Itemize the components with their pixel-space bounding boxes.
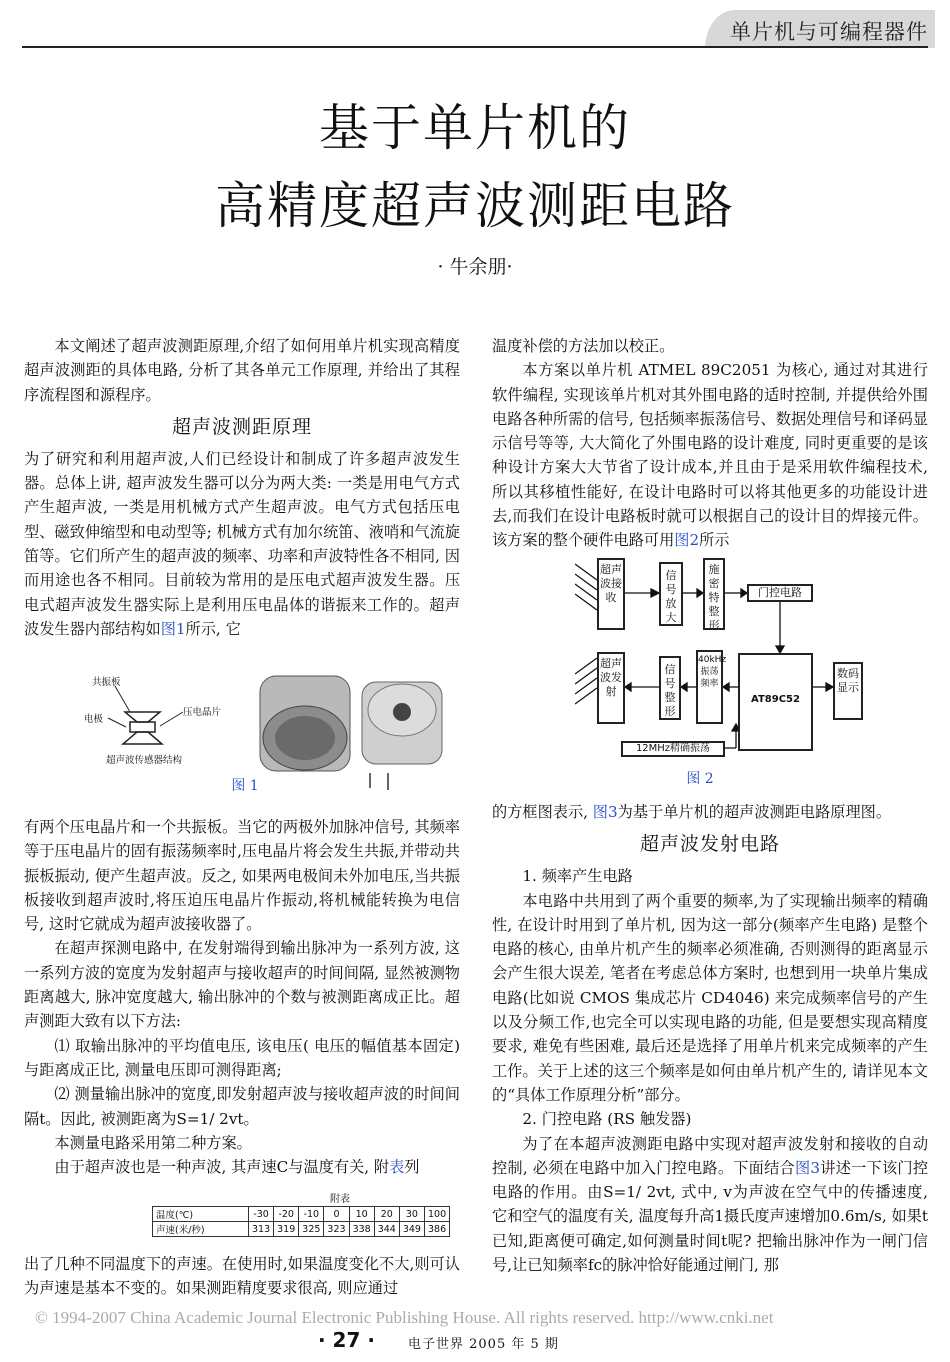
block-amplify: 信号放大 bbox=[659, 562, 683, 626]
intro: 本文阐述了超声波测距原理,介绍了如何用单片机实现高精度超声波测距的具体电路, 分析了其各单元工作原理, 并给出了其程序流程图和源程序。 bbox=[24, 337, 460, 404]
right-column-bottom bbox=[492, 800, 928, 1277]
paragraph-end: 讲述一下该门控电路的作用。由S=1/ 2vt, 式中, v为声波在空气中的传播速度, 它和空气的温度有关, 温度每升高1摄氏度声速增加0.6m/s, 如果t已知,距离便可确定,如何测量时间t呢? 把输出脉冲作为一闸门信号,让已知频率fc的脉冲恰好能通过闸门, 那 bbox=[492, 1158, 929, 1275]
block-crystal: 12MHz精确振荡 bbox=[621, 741, 725, 757]
paragraph: 本方案以单片机 ATMEL 89C2051 为核心, 通过对其进行软件编程, 实现该单片机对其外围电路的适时控制, 并提供给外围电路各种所需的信号, 包括频率振荡信号、数据处理信号和译码显示信号等等, 大大简化了外围电路的设计难度, 同时更重要的是该种设计方案大大节省了设计成本,并且由于是采用软件编程技术, 所以其移植性能好, 在设计电路时可以将其他更多的功能设计进去,而我们在设计电路板时就可以根据自己的设计目的焊接元件。该方案的整个硬件电路可用 bbox=[492, 361, 928, 550]
subheading: 1. 频率产生电路 bbox=[522, 867, 633, 886]
fig1-label-plate: 共振板 bbox=[92, 677, 121, 688]
table-ref[interactable]: 表 bbox=[389, 1158, 405, 1177]
title-line2: 高精度超声波测距电路 bbox=[215, 177, 735, 235]
table-cell: 319 bbox=[274, 1222, 299, 1237]
block-transmit: 超声波发射 bbox=[597, 652, 625, 724]
paragraph-end: 为基于单片机的超声波测距电路原理图。 bbox=[617, 803, 892, 821]
paragraph: ⑵ 测量输出脉冲的宽度,即发射超声波与接收超声波的时间间隔t。因此, 被测距离为S=1/ 2vt。 bbox=[24, 1085, 460, 1128]
block-mcu: AT89C52 bbox=[738, 653, 813, 751]
table-cell: 349 bbox=[399, 1222, 424, 1237]
block-gate: 门控电路 bbox=[747, 584, 813, 602]
table-cell: 100 bbox=[424, 1207, 449, 1222]
figure-ref[interactable]: 图2 bbox=[674, 531, 700, 550]
table-row-label: 温度(℃) bbox=[153, 1207, 249, 1222]
table-cell: 20 bbox=[374, 1207, 399, 1222]
block-shaping: 信号整形 bbox=[659, 656, 681, 720]
table-cell: 325 bbox=[299, 1222, 324, 1237]
paragraph: 为了在本超声波测距电路中实现对超声波发射和接收的自动控制, 必须在电路中加入门控电路。下面结合 bbox=[492, 1134, 928, 1177]
block-schmitt: 施密特整形 bbox=[703, 558, 725, 630]
paragraph: 由于超声波也是一种声波, 其声速C与温度有关, 附 bbox=[54, 1158, 390, 1177]
right-column-top bbox=[492, 334, 928, 553]
subheading: 2. 门控电路 (RS 触发器) bbox=[522, 1110, 692, 1129]
table-cell: 10 bbox=[349, 1207, 374, 1222]
paragraph: ⑴ 取输出脉冲的平均值电压, 该电压( 电压的幅值基本固定) 与距离成正比, 测量电压即可测得距离; bbox=[24, 1036, 460, 1079]
figure-2 bbox=[575, 556, 870, 758]
speed-table bbox=[152, 1206, 450, 1237]
section-heading-1: 超声波测距原理 bbox=[171, 415, 312, 438]
table-cell: 30 bbox=[399, 1207, 424, 1222]
table-cell: 344 bbox=[374, 1222, 399, 1237]
block-receive: 超声波接收 bbox=[597, 558, 625, 630]
block-oscillator: 40kHz振荡频率 bbox=[696, 650, 723, 724]
table-cell: -20 bbox=[274, 1207, 299, 1222]
fig1-label-structure: 超声波传感器结构 bbox=[106, 755, 183, 766]
author: · 牛余朋· bbox=[437, 256, 513, 278]
table-row-label: 声速(米/秒) bbox=[153, 1222, 249, 1237]
table-cell: -30 bbox=[249, 1207, 274, 1222]
header-section: 单片机与可编程器件 bbox=[730, 20, 928, 44]
page-number: · 27 · bbox=[318, 1328, 375, 1352]
block-display: 数码显示 bbox=[833, 662, 863, 720]
fig1-label-electrode: 电极 bbox=[84, 714, 104, 725]
paragraph-end: 所示, 它 bbox=[185, 619, 241, 638]
figure-1-caption: 图 1 bbox=[231, 778, 259, 794]
paragraph: 温度补偿的方法加以校正。 bbox=[492, 337, 675, 355]
paragraph-end: 所示 bbox=[699, 531, 730, 550]
paragraph: 有两个压电晶片和一个共振板。当它的两极外加脉冲信号, 其频率等于压电晶片的固有振荡频率时,压电晶片将会发生共振,并带动共振板振动, 便产生超声波。反之, 如果两电极间未外加电压,当共振板接收到超声波时,将压迫压电晶片作振动,将机械能转换为电信号, 这时它就成为超声波接收器了。 bbox=[24, 818, 460, 934]
fig1-label-crystal: 压电晶片 bbox=[183, 707, 222, 718]
copyright: © 1994-2007 China Academic Journal Electronic Publishing House. All rights reserved. http://www.cnki.net bbox=[35, 1308, 774, 1327]
figure-ref[interactable]: 图3 bbox=[592, 803, 618, 821]
table-caption: 附表 bbox=[330, 1194, 350, 1205]
table-cell: 386 bbox=[424, 1222, 449, 1237]
paragraph: 为了研究和利用超声波,人们已经设计和制成了许多超声波发生器。总体上讲, 超声波发生器可以分为两大类: 一类是用电气方式产生超声波, 一类是用机械方式产生超声波。电气方式包括压电型、磁致伸缩型和电动型等; 机械方式有加尔统笛、液哨和气流旋笛等。它们所产生的超声波的频率、功率和声波特性各不相同, 因而用途也各不相同。目前较为常用的是压电式超声波发生器。压电式超声波发生器实际上是利用压电晶体的谐振来工作的。超声波发生器内部结构如 bbox=[24, 449, 460, 638]
title-line1: 基于单片机的 bbox=[319, 99, 631, 157]
paragraph: 本测量电路采用第二种方案。 bbox=[54, 1133, 252, 1152]
paragraph: 在超声探测电路中, 在发射端得到输出脉冲为一系列方波, 这一系列方波的宽度为发射超声与接收超声的时间间隔, 显然被测物距离越大, 脉冲宽度越大, 输出脉冲的个数与被测距离成正比。超声测距大致有以下方法: bbox=[24, 939, 460, 1031]
table-row bbox=[153, 1222, 450, 1237]
table-cell: 338 bbox=[349, 1222, 374, 1237]
figure-ref[interactable]: 图3 bbox=[794, 1158, 821, 1177]
table-cell: 323 bbox=[324, 1222, 349, 1237]
paragraph: 出了几种不同温度下的声速。在使用时,如果温度变化不大,则可认为声速是基本不变的。如果测距精度要求很高, 则应通过 bbox=[24, 1255, 460, 1298]
table-cell: 313 bbox=[249, 1222, 274, 1237]
table-row bbox=[153, 1207, 450, 1222]
paragraph-end: 列 bbox=[404, 1158, 420, 1177]
figure-2-caption: 图 2 bbox=[686, 771, 714, 787]
left-column-bottom bbox=[24, 1252, 460, 1301]
magazine-issue: 电子世界 2005 年 5 期 bbox=[408, 1337, 559, 1352]
left-column-middle bbox=[24, 815, 460, 1179]
table-cell: 0 bbox=[324, 1207, 349, 1222]
figure-ref[interactable]: 图1 bbox=[160, 619, 186, 638]
paragraph: 的方框图表示, bbox=[492, 803, 593, 821]
left-column-top bbox=[24, 334, 460, 641]
table-cell: -10 bbox=[299, 1207, 324, 1222]
header-rule bbox=[22, 46, 928, 48]
section-heading-2: 超声波发射电路 bbox=[639, 833, 780, 856]
paragraph: 本电路中共用到了两个重要的频率,为了实现输出频率的精确性, 在设计时用到了单片机, 因为这一部分(频率产生电路) 是整个电路的核心, 由单片机产生的频率必须准确, 否则测得的距离显示会产生很大误差, 笔者在考虑总体方案时, 也想到用一块单片集成电路(比如说 CMOS 集成芯片 CD4046) 来完成频率信号的产生以及分频工作,也完全可以实现电路的功能, 但是要想实现高精度要求, 难免有些困难, 最后还是选择了用单片机来完成频率的产生工作。关于上述的这三个频率是如何由单片机产生的, 请详见本文的“具体工作原理分析”部分。 bbox=[492, 891, 928, 1104]
